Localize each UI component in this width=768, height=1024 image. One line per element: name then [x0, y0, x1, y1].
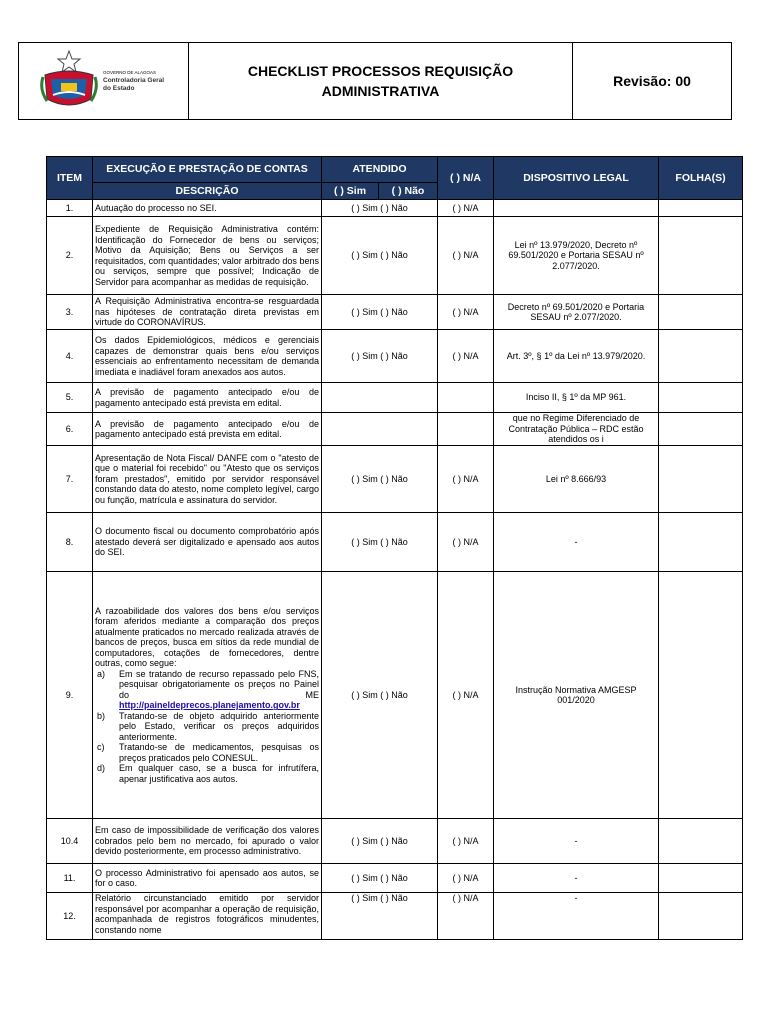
item-number: 7. [47, 446, 93, 513]
sub-list-item [97, 668, 319, 711]
logo-cell [19, 43, 189, 119]
col-header-section: EXECUÇÃO E PRESTAÇÃO DE CONTAS [93, 157, 322, 183]
item-description: Expediente de Requisição Administrativa contém: Identificação do Fornecedor de bens ou serviços; Motivo da Aquisição; Bens ou Serviços a ser requisitados, com quantidades; valor arbitrado dos bens ou serviços, sempre que possível; Indicação de Servidor para acompanhar as medidas de requisição. [93, 217, 322, 295]
dispositivo-legal: Inciso II, § 1º da MP 961. [494, 383, 659, 413]
table-row [47, 330, 743, 383]
item-number: 10.4 [47, 819, 93, 864]
item-number: 5. [47, 383, 93, 413]
item-description [93, 572, 322, 819]
dispositivo-legal: Lei nº 13.979/2020, Decreto nº 69.501/2020 e Portaria SESAU nº 2.077/2020. [494, 217, 659, 295]
item-description: Os dados Epidemiológicos, médicos e gerenciais capazes de demonstrar quais bens e/ou serviços essenciais ao enfrentamento necessitam de demanda imediata e inadiável foram anexados aos autos. [93, 330, 322, 383]
atendido-options: ( ) Sim ( ) Não [322, 446, 438, 513]
col-header-folha: FOLHA(S) [659, 157, 743, 200]
folha-cell [659, 893, 743, 940]
dispositivo-legal: Instrução Normativa AMGESP 001/2020 [494, 572, 659, 819]
col-header-dispositivo: DISPOSITIVO LEGAL [494, 157, 659, 200]
dispositivo-legal: que no Regime Diferenciado de Contratação Pública – RDC estão atendidos os i [494, 413, 659, 446]
sub-list-text: Tratando-se de objeto adquirido anteriormente pelo Estado, verificar os preços adquiridos anteriormente. [119, 710, 319, 742]
table-row [47, 446, 743, 513]
na-option: ( ) N/A [438, 217, 494, 295]
item-number: 1. [47, 200, 93, 217]
sub-list-item [97, 763, 319, 784]
item-number: 6. [47, 413, 93, 446]
sub-list-letter: b) [97, 710, 106, 721]
sub-list-letter: a) [97, 668, 106, 679]
sub-list-letter: d) [97, 763, 106, 774]
checklist-table [46, 156, 743, 940]
na-option: ( ) N/A [438, 819, 494, 864]
sub-list-letter: c) [97, 742, 105, 753]
atendido-options [322, 383, 438, 413]
logo-line2: Controladoria Geral [103, 77, 165, 84]
atendido-options: ( ) Sim ( ) Não [322, 217, 438, 295]
table-row [47, 513, 743, 572]
col-header-na: ( ) N/A [438, 157, 494, 200]
table-row [47, 383, 743, 413]
dispositivo-legal: - [494, 819, 659, 864]
state-coat-of-arms-logo [39, 49, 99, 113]
atendido-options [322, 413, 438, 446]
atendido-options: ( ) Sim ( ) Não [322, 330, 438, 383]
table-row [47, 295, 743, 330]
revision-label: Revisão: 00 [613, 73, 691, 89]
na-option: ( ) N/A [438, 572, 494, 819]
table-row [47, 819, 743, 864]
item-number: 4. [47, 330, 93, 383]
na-option: ( ) N/A [438, 200, 494, 217]
sub-list-item [97, 742, 319, 763]
na-option [438, 413, 494, 446]
atendido-options: ( ) Sim ( ) Não [322, 295, 438, 330]
table-row [47, 413, 743, 446]
dispositivo-legal: Decreto nº 69.501/2020 e Portaria SESAU nº 2.077/2020. [494, 295, 659, 330]
na-option: ( ) N/A [438, 864, 494, 893]
table-row [47, 893, 743, 940]
sub-list-item [97, 710, 319, 743]
atendido-options: ( ) Sim ( ) Não [322, 819, 438, 864]
item-description: A previsão de pagamento antecipado e/ou de pagamento antecipado está prevista em edital. [93, 383, 322, 413]
atendido-options: ( ) Sim ( ) Não [322, 893, 438, 940]
table-row [47, 200, 743, 217]
dispositivo-legal [494, 200, 659, 217]
item-description: A Requisição Administrativa encontra-se resguardada nas hipóteses de contratação direta previstas em virtude do CORONAVÍRUS. [93, 295, 322, 330]
atendido-options: ( ) Sim ( ) Não [322, 864, 438, 893]
dispositivo-legal: - [494, 513, 659, 572]
folha-cell [659, 200, 743, 217]
dispositivo-legal: - [494, 893, 659, 940]
folha-cell [659, 572, 743, 819]
title-line2: ADMINISTRATIVA [321, 83, 440, 99]
na-option: ( ) N/A [438, 893, 494, 940]
atendido-options: ( ) Sim ( ) Não [322, 200, 438, 217]
folha-cell [659, 513, 743, 572]
folha-cell [659, 819, 743, 864]
atendido-options: ( ) Sim ( ) Não [322, 513, 438, 572]
sub-list-text: Em qualquer caso, se a busca for infrutífera, apenar justificativa aos autos. [119, 763, 319, 784]
item-number: 9. [47, 572, 93, 819]
folha-cell [659, 295, 743, 330]
col-header-descricao: DESCRIÇÃO [93, 183, 322, 200]
item-description: Apresentação de Nota Fiscal/ DANFE com o "atesto de que o material foi recebido" ou "Atesto que os serviços foram prestados", emitido por servidor responsável constando data do atesto, nome completo legível, cargo ou função, matrícula e assinatura do servidor. [93, 446, 322, 513]
item-description: O processo Administrativo foi apensado aos autos, se for o caso. [93, 864, 322, 893]
item-description: Autuação do processo no SEI. [93, 200, 322, 217]
item-number: 11. [47, 864, 93, 893]
col-header-item: ITEM [47, 157, 93, 200]
dispositivo-legal: - [494, 864, 659, 893]
item-number: 12. [47, 893, 93, 940]
na-option [438, 383, 494, 413]
table-row [47, 864, 743, 893]
sub-list-text: Tratando-se de medicamentos, pesquisas os preços praticados pelo CONESUL. [119, 742, 319, 763]
logo-text [103, 69, 164, 93]
folha-cell [659, 330, 743, 383]
dispositivo-legal: Art. 3º, § 1º da Lei nº 13.979/2020. [494, 330, 659, 383]
folha-cell [659, 413, 743, 446]
col-header-nao: ( ) Não [379, 183, 438, 200]
item-description: Em caso de impossibilidade de verificação dos valores cobrados pelo bem no mercado, foi apurado o valor devido posteriormente, em processo administrativo. [93, 819, 322, 864]
atendido-options: ( ) Sim ( ) Não [322, 572, 438, 819]
item-number: 2. [47, 217, 93, 295]
na-option: ( ) N/A [438, 446, 494, 513]
folha-cell [659, 217, 743, 295]
dispositivo-legal: Lei nº 8.666/93 [494, 446, 659, 513]
folha-cell [659, 383, 743, 413]
item-description: Relatório circunstanciado emitido por servidor responsável por acompanhar a operação de requisição, acompanhada de registros fotográficos minudentes, constando nome [93, 893, 322, 940]
document-header [18, 42, 732, 120]
title-line1: CHECKLIST PROCESSOS REQUISIÇÃO [247, 63, 514, 79]
item-description: A previsão de pagamento antecipado e/ou de pagamento antecipado está prevista em edital. [93, 413, 322, 446]
folha-cell [659, 446, 743, 513]
logo-line1: GOVERNO DE ALAGOAS [103, 70, 157, 75]
na-option: ( ) N/A [438, 295, 494, 330]
sub-list-text: Em se tratando de recurso repassado pelo FNS, pesquisar obrigatoriamente os preços no Painel do ME [119, 668, 319, 700]
item-description: O documento fiscal ou documento comprobatório após atestado deverá ser digitalizado e apensado aos autos do SEI. [93, 513, 322, 572]
col-header-sim: ( ) Sim [322, 183, 379, 200]
col-header-atendido: ATENDIDO [322, 157, 438, 183]
item-number: 3. [47, 295, 93, 330]
price-panel-link[interactable]: http://paineldeprecos.planejamento.gov.br [119, 700, 300, 711]
logo-line3: do Estado [103, 85, 135, 92]
item-number: 8. [47, 513, 93, 572]
document-title [189, 43, 573, 119]
table-row [47, 217, 743, 295]
folha-cell [659, 864, 743, 893]
na-option: ( ) N/A [438, 330, 494, 383]
sub-list [95, 669, 319, 785]
na-option: ( ) N/A [438, 513, 494, 572]
item-description-text: A razoabilidade dos valores dos bens e/ou serviços foram aferidos mediante a comparação dos preços atualmente praticados no mercado realizada através de bancos de preços, busca em sítios da rede mundial de computadores, cotações de fornecedores, dentre outras, como segue: [95, 605, 319, 669]
table-row [47, 572, 743, 819]
